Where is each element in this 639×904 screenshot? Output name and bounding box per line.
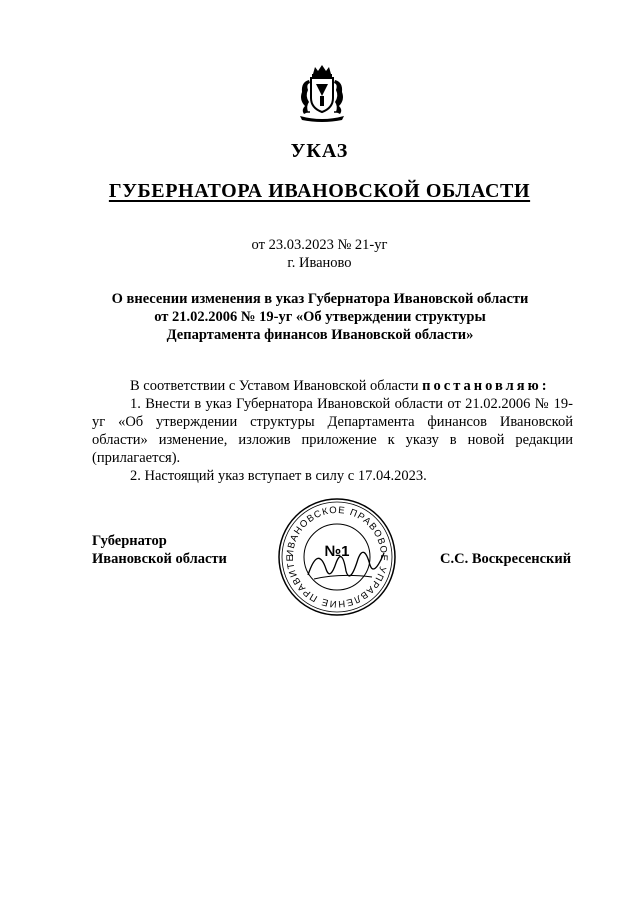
- decree-subject: [95, 290, 545, 344]
- signer-name: С.С. Воскресенский: [440, 551, 572, 567]
- decree-body: [92, 377, 573, 485]
- subject-line: Департамента финансов Ивановской области»: [166, 327, 474, 343]
- decree-word: постановляю:: [422, 378, 550, 394]
- handwritten-signature: [300, 535, 390, 595]
- item-2: 2. Настоящий указ вступает в силу с 17.04.2023.: [130, 468, 427, 484]
- date-number: от 23.03.2023 № 21-уг: [251, 237, 388, 253]
- seal-text: ИВАНОВСКОЕ ПРАВОВОЕ УПРАВЛЕНИЕ ПРАВИТЕ: [284, 504, 390, 610]
- subject-line: О внесении изменения в указ Губернатора Ивановской области: [111, 291, 529, 307]
- seal-number: №1: [324, 543, 350, 560]
- document-title: УКАЗ: [290, 140, 349, 162]
- coat-of-arms-icon: [296, 62, 348, 122]
- city: г. Иваново: [287, 255, 352, 271]
- subject-line: от 21.02.2006 № 19-уг «Об утверждении структуры: [154, 309, 486, 325]
- signer-position: Губернатор Ивановской области: [92, 533, 227, 567]
- preamble: В соответствии с Уставом Ивановской области постановляю:: [130, 378, 550, 394]
- issuer-title: ГУБЕРНАТОРА ИВАНОВСКОЙ ОБЛАСТИ: [108, 180, 531, 202]
- item-1: 1. Внести в указ Губернатора Ивановской области от 21.02.2006 № 19-уг «Об утверждении структуры Департамента финансов Ивановской области» изменение, изложив приложение к указу в новой редакции (прилагается).: [92, 396, 573, 466]
- date-block: [0, 236, 639, 272]
